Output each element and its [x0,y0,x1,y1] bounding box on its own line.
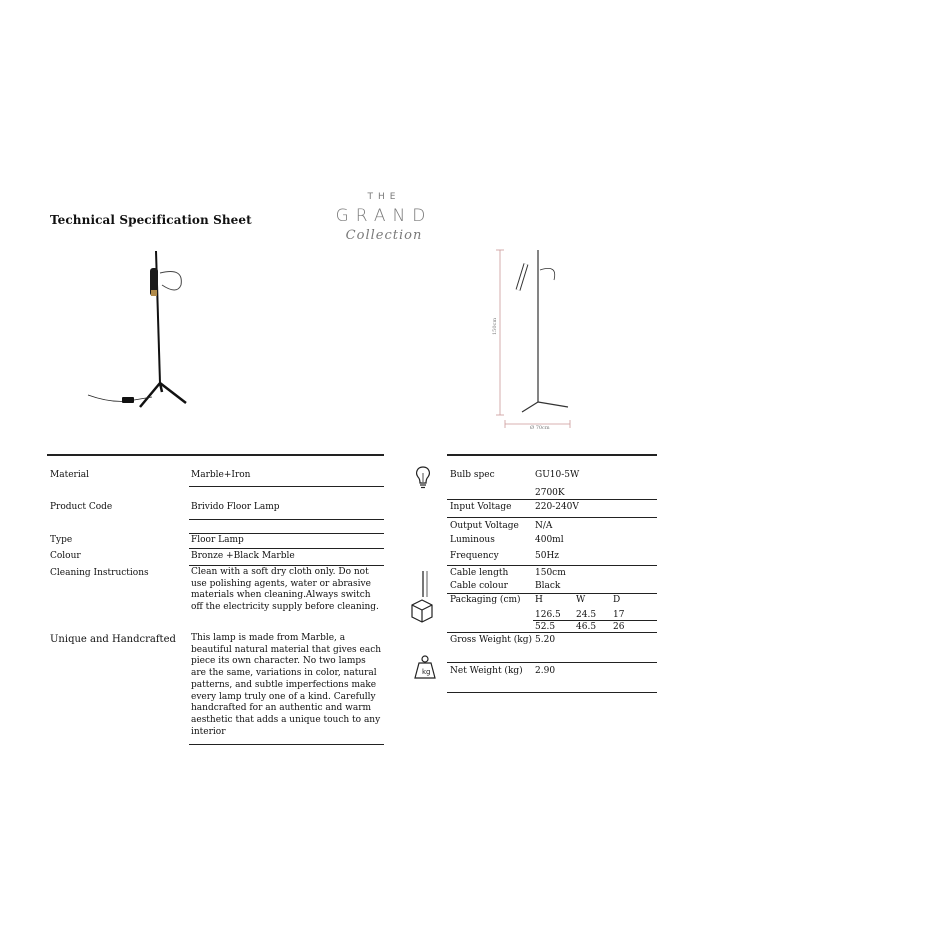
cleaning-label: Cleaning Instructions [50,568,149,578]
divider [447,662,657,663]
unique-value: This lamp is made from Marble, a beautiful natural material that gives each piece its own character. No two lamps are the same, variations in color, natural patterns, and subtle imperfections make every lamp truly one of a kind. Carefully handcrafted for an authentic and warm aesthetic that adds a unique touch to any interior [191,633,382,737]
logo-the: THE [367,192,401,202]
divider [447,499,657,500]
output-voltage-label: Output Voltage [450,521,519,531]
input-voltage-value: 220-240V [535,502,579,512]
cable-colour-label: Cable colour [450,581,508,591]
packaging-header-d: D [613,595,621,605]
divider [189,548,384,549]
logo-collection: Collection [345,228,423,243]
bulb-icon [414,465,432,491]
packaging-label: Packaging (cm) [450,595,521,605]
bulb-temp-value: 2700K [535,488,565,498]
document-title: Technical Specification Sheet [50,213,252,227]
packaging-row-2-w: 46.5 [576,622,597,632]
divider [447,517,657,518]
gross-weight-value: 5.20 [535,635,556,645]
width-dimension-label: Ø 70cm [530,425,550,431]
packaging-header-h: H [535,595,543,605]
height-dimension-label: 150cm [492,317,498,335]
luminous-label: Luminous [450,535,495,545]
divider [189,519,384,520]
packaging-row-1-w: 24.5 [576,610,597,620]
colour-value: Bronze +Black Marble [191,551,295,561]
packaging-row-1-d: 17 [613,610,625,620]
net-weight-label: Net Weight (kg) [450,666,523,676]
product-code-label: Product Code [50,502,113,512]
logo-grand: GRAND [335,206,433,226]
colour-label: Colour [50,551,81,561]
svg-text:kg: kg [422,668,431,676]
right-table-top-rule [447,454,657,456]
cable-colour-value: Black [535,581,561,591]
frequency-value: 50Hz [535,551,560,561]
packaging-row-2-h: 52.5 [535,622,556,632]
cable-length-value: 150cm [535,568,566,578]
divider [189,565,384,566]
material-label: Material [50,470,89,480]
material-value: Marble+Iron [191,470,251,480]
output-voltage-value: N/A [535,521,553,531]
type-value: Floor Lamp [191,535,244,545]
packaging-header-w: W [576,595,586,605]
type-label: Type [50,535,73,545]
packaging-row-2-d: 26 [613,622,625,632]
cable-length-label: Cable length [450,568,509,578]
unique-label: Unique and Handcrafted [50,634,176,645]
divider [447,565,657,566]
bulb-spec-label: Bulb spec [450,470,495,480]
bulb-spec-value: GU10-5W [535,470,580,480]
gross-weight-label: Gross Weight (kg) [450,635,533,645]
divider [189,744,384,745]
luminous-value: 400ml [535,535,564,545]
brand-logo [318,192,450,248]
cable-icon [420,570,430,598]
product-code-value: Brivido Floor Lamp [191,502,280,512]
input-voltage-label: Input Voltage [450,502,512,512]
divider [189,486,384,487]
net-weight-value: 2.90 [535,666,556,676]
weight-icon [413,654,437,680]
packaging-row-1-h: 126.5 [535,610,561,620]
divider [447,692,657,693]
product-photo [80,245,200,415]
frequency-label: Frequency [450,551,499,561]
left-table-top-rule [47,454,384,456]
cleaning-value: Clean with a soft dry cloth only. Do not use polishing agents, water or abrasive materials when cleaning.Always switch off the electricity supply before cleaning. [191,567,379,613]
box-icon [410,598,434,624]
technical-drawing [440,240,590,440]
